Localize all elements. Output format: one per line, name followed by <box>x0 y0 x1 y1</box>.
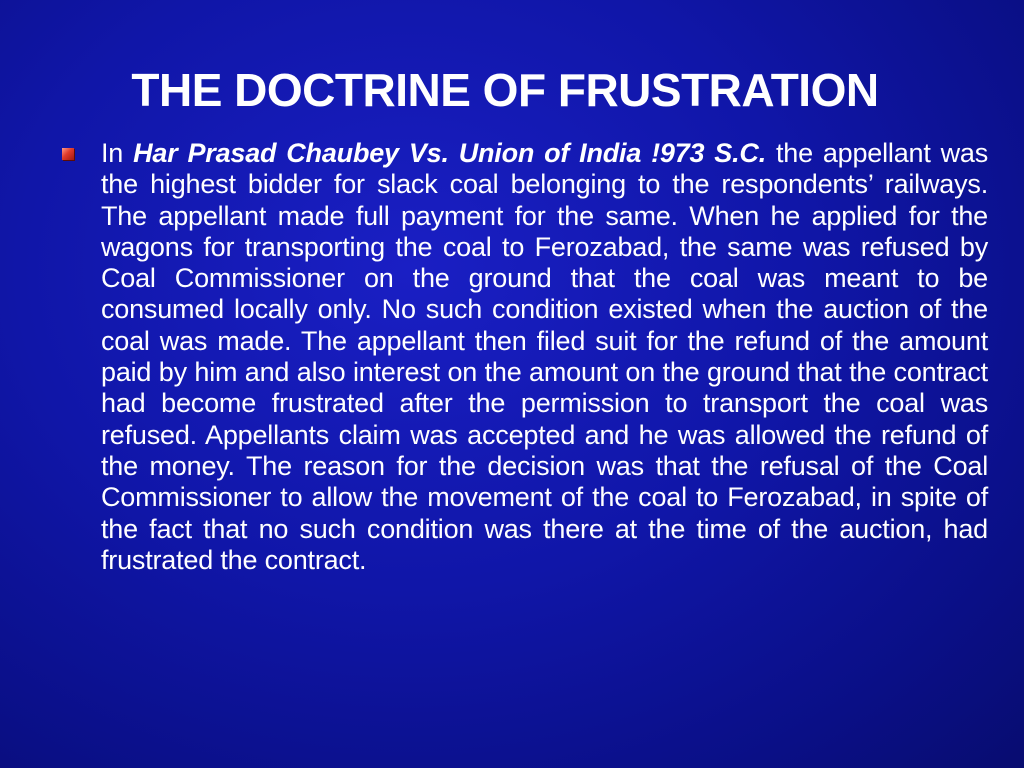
slide-title: THE DOCTRINE OF FRUSTRATION <box>131 64 879 116</box>
bullet-prefix: In <box>101 138 134 168</box>
case-citation: Har Prasad Chaubey Vs. Union of India !973 S.C. <box>133 138 767 168</box>
bullet-body: the appellant was the highest bidder for slack coal belonging to the respondents’ railways. The appellant made full payment for the same. When he applied for the wagons for transporting the coal to Ferozabad, the same was refused by Coal Commissioner on the ground that the coal was meant to be consumed locally only. No such condition existed when the auction of the coal was made. The appellant then filed suit for the refund of the amount paid by him and also interest on the amount on the ground that the contract had become frustrated after the permission to transport the coal was refused. Appellants claim was accepted and he was allowed the refund of the money. The reason for the decision was that the refusal of the Coal Commissioner to allow the movement of the coal to Ferozabad, in spite of the fact that no such condition was there at the time of the auction, had frustrated the contract. <box>101 138 989 575</box>
bullet-text <box>101 138 988 576</box>
square-bullet-icon <box>62 148 74 160</box>
